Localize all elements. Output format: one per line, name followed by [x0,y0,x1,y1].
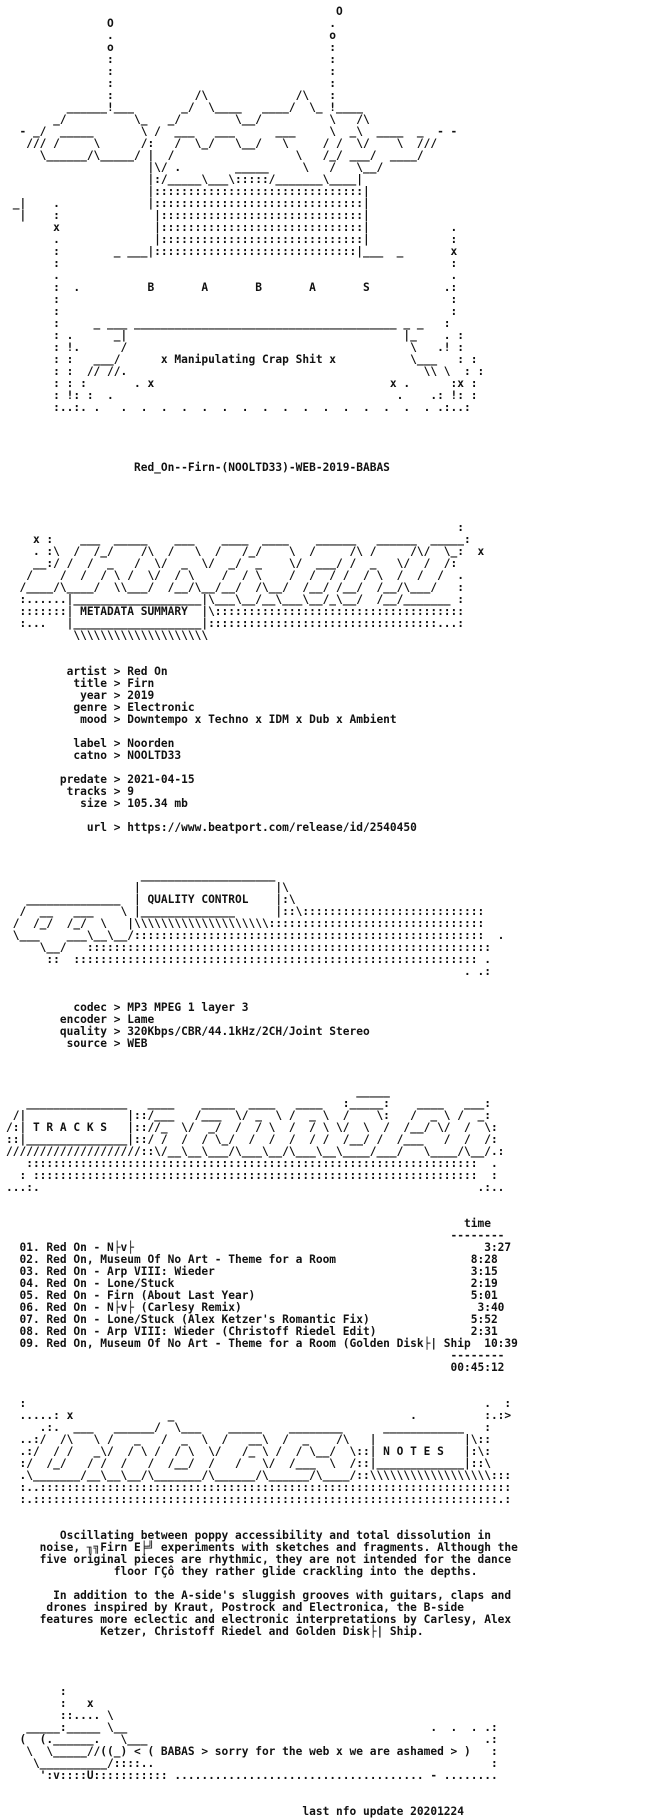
nfo-line: quality > 320Kbps/CBR/44.1kHz/2CH/Joint Stereo [6,1025,370,1038]
nfo-line: Oscillating between poppy accessibility and total dissolution in [6,1529,491,1542]
nfo-line: : : : . x x . :x : [6,377,478,390]
nfo-line: year > 2019 [6,689,155,702]
nfo-line: /// / \ /: / \_/ \__/ \ / / \/ \ /// [6,137,438,150]
nfo-line: : !: : . . .: !: : [6,389,478,402]
nfo-line: _/ \_ _/ \__/ \ /\ [6,113,370,126]
nfo-line: : : [6,257,458,270]
nfo-line: |:/_____\___\:::::/_______\____| [6,173,363,186]
nfo-line: Ketzer, Christoff Riedel and Golden Disk├| Ship. [6,1625,424,1638]
nfo-line: | |\ [6,881,289,894]
nfo-line: :.:::::::::::::::::::::::::::::::::::::::::::::::::::::::::::::::::::::.: [6,1493,512,1506]
nfo-line: artist > Red On [6,665,168,678]
nfo-line [6,486,518,498]
nfo-line: noise, ╖╗Firn E╞╝ experiments with sketches and fragments. Although the [6,1541,518,1554]
nfo-line: : !. / \ .! : [6,341,465,354]
nfo-line: : [6,521,465,534]
nfo-line: : : ___/ x Manipulating Crap Shit x \___ : : [6,353,478,366]
nfo-line: codec > MP3 MPEG 1 layer 3 [6,1001,249,1014]
nfo-line: - _/ _____ \ / ___ ___ ___ \ _\ ____ _ - - [6,125,458,138]
nfo-line: . |::::::::::::::::::::::::::::::| : [6,233,458,246]
nfo-line: :: :::::::::::::::::::::::::::::::::::::::::::::::::::::::::::: . [6,953,491,966]
nfo-line: url > https://www.beatport.com/release/id/2540450 [6,821,417,834]
nfo-line [6,1194,518,1206]
nfo-line: ( (.______. \___ .: [6,1733,498,1746]
nfo-line: last nfo update 20201224 [6,1805,465,1818]
nfo-line [6,414,518,426]
nfo-line: ...:. .:.. [6,1181,505,1194]
nfo-line: . .: [6,965,491,978]
nfo-line: :::::::| METADATA SUMMARY |\::::::::::::::::::::::::::::::::::::: [6,605,465,618]
nfo-line: 02. Red On, Museum Of No Art - Theme for a Room 8:28 [6,1253,498,1266]
nfo-line: .:. ___ ______/ \___ _____ ________ ____________ : [6,1421,491,1434]
nfo-line: 00:45:12 [6,1361,505,1374]
nfo-line: \__/ :::::::::::::::::::::::::::::::::::::::::::::::::::::::::::: [6,941,491,954]
nfo-line: \\\\\\\\\\\\\\\\\\\\ [6,629,209,642]
nfo-line: encoder > Lame [6,1013,155,1026]
nfo-line: 05. Red On - Firn (About Last Year) 5:01 [6,1289,498,1302]
nfo-line: : _ ___|::::::::::::::::::::::::::::::|___ _ x [6,245,458,258]
nfo-line [6,642,518,654]
nfo-line [6,1674,518,1686]
nfo-line: time [6,1217,491,1230]
nfo-line: 08. Red On - Arp VIII: Wieder (Christoff Riedel Edit) 2:31 [6,1325,498,1338]
nfo-line: x : ___ _____ ___ ____ ____ ______ ______ _____: [6,533,471,546]
nfo-line [6,474,518,486]
nfo-line [6,1650,518,1662]
nfo-line: /____/\____/ \\___/ /__/\__/__/ /\__/ /__/ /__/ /__/\___/ : [6,581,465,594]
nfo-line [6,1638,518,1650]
nfo-line: ::::::::::::::::::::::::::::::::::::::::::::::::::::::::::::::::::: . [6,1157,498,1170]
nfo-line: O . [6,17,337,30]
nfo-line: / __ ___ \ |______________ |::\::::::::::::::::::::::::::: [6,905,485,918]
nfo-line: : : [6,293,458,306]
nfo-line: : . B A B A S .: [6,281,458,294]
nfo-line: : /\ /\ : [6,89,337,102]
nfo-line: ______________ | QUALITY CONTROL |:\ [6,893,296,906]
nfo-line: : _ ___ _______________________________________ _ _ : [6,317,451,330]
nfo-line: source > WEB [6,1037,148,1050]
nfo-line [6,834,518,846]
nfo-line: |:::::::::::::::::::::::::::::::| [6,185,370,198]
nfo-line: _| . |:::::::::::::::::::::::::::::::| [6,197,370,210]
nfo-line: label > Noorden [6,737,175,750]
nfo-line: : : // //. \\ \ : : [6,365,485,378]
nfo-line: genre > Electronic [6,701,195,714]
nfo-line: :..:::::::::::::::::::::::::::::::::::::::::::::::::::::::::::::::::::::: [6,1481,512,1494]
nfo-line: catno > NOOLTD33 [6,749,182,762]
nfo-line: size > 105.34 mb [6,797,188,810]
nfo-line: :..:. . . . . . . . . . . . . . . . . . .:..: [6,401,471,414]
nfo-document [6,6,518,1818]
nfo-line: 03. Red On - Arp VIII: Wieder 3:15 [6,1265,498,1278]
nfo-line: 06. Red On - N├v├ (Carlesy Remix) 3:40 [6,1301,505,1314]
nfo-line [6,1782,518,1794]
nfo-line: \ \_____//((_) < ( BABAS > sorry for the web x we are ashamed > ) : [6,1745,498,1758]
nfo-line: \______/\_____/ | / \ /_/ ___/ ____/ [6,149,424,162]
nfo-line: :... |___________________|::::::::::::::::::::::::::::::::::...: [6,617,465,630]
nfo-line: tracks > 9 [6,785,134,798]
nfo-line: |\/ . _____ \ / \__/ [6,161,384,174]
nfo-line: o : [6,41,337,54]
nfo-line: /:| T R A C K S |:://_ \/ _/ / / \ / / \ \/ \ / /__/ \/ / \: [6,1121,498,1134]
nfo-line: -------- [6,1229,505,1242]
nfo-line: : . : [6,1397,512,1410]
nfo-line: predate > 2021-04-15 [6,773,195,786]
nfo-line [6,498,518,510]
nfo-line: ::.... \ [6,1709,114,1722]
nfo-line: 01. Red On - N├v├ 3:27 [6,1241,512,1254]
nfo-line: . . [6,269,458,282]
nfo-line: __:/ / / _ / \/ _ \/ _/ _ \/ ___/ / _ \/ / /: [6,557,458,570]
nfo-line: features more eclectic and electronic interpretations by Carlesy, Alex [6,1613,512,1626]
nfo-line: In addition to the A-side's sluggish grooves with guitars, claps and [6,1589,512,1602]
nfo-line: .:/ / / _\/ / \ / / \ \/ /_ \ / / \__/ \::| N O T E S |:\: [6,1445,491,1458]
nfo-line: drones inspired by Kraut, Postrock and Electronica, the B-side [6,1601,465,1614]
nfo-line [6,1374,518,1386]
nfo-line [6,1506,518,1518]
nfo-line: /| |::/___ /___ \/ _ \ / _ \ / \: / _ \ / _: [6,1109,491,1122]
nfo-line: title > Firn [6,677,155,690]
nfo-line: 04. Red On - Lone/Stuck 2:19 [6,1277,498,1290]
nfo-line: / /_/ /_/ \ |\\\\\\\\\\\\\\\\\\\\:::::::::::::::::::::::::::::::: [6,917,485,930]
nfo-line: :/ /_/ / / / / /__/ / / \/ /___ \ /::|_____________|::\ [6,1457,491,1470]
nfo-line: five original pieces are rhythmic, they are not intended for the dance [6,1553,512,1566]
nfo-line: ////////////////////::\/__\__\___/\___\__/\___\__\____/___/ \____/\__/.: [6,1145,505,1158]
nfo-line: : : [6,305,458,318]
nfo-line [6,426,518,438]
nfo-line: ':v::::U::::::::::: ..................................... - ........ [6,1769,498,1782]
nfo-line: _____ [6,1085,390,1098]
nfo-line: \___ ___\__\__/:::::::::::::::::::::::::::::::::::::::::::::::::::: . [6,929,505,942]
nfo-line: . o [6,29,337,42]
nfo-line: ____________________ [6,869,276,882]
nfo-line: _____:_____ \__ . . . .: [6,1721,498,1734]
nfo-line: 09. Red On, Museum Of No Art - Theme for a Room (Golden Disk├| Ship 10:39 [6,1337,518,1350]
nfo-line: ..:/ /\ \ / _ / _ \ / __\ / _ /\ | |\:: [6,1433,491,1446]
nfo-line: O [6,5,343,18]
nfo-line: 07. Red On - Lone/Stuck (Alex Ketzer's Romantic Fix) 5:52 [6,1313,498,1326]
nfo-line [6,846,518,858]
nfo-line: \__________/::::.. : [6,1757,498,1770]
nfo-line: floor ΓÇô they rather glide crackling into the depths. [6,1565,478,1578]
nfo-line: _______________ ____ _____ ____ ____ :_____: ____ ___: [6,1097,491,1110]
nfo-line: :......|___________________|\___\__/__\___\__/_\__/ /__/_______ : [6,593,465,606]
nfo-line: ::|_______________|::/ / / / \_/ / / / / / /__/ / /___ / / /: [6,1133,498,1146]
nfo-line [6,1050,518,1062]
nfo-line: : : [6,77,337,90]
nfo-line: . :\ / /_/ /\ / \ / /_/ \ / /\ / /\/ \_: x [6,545,485,558]
nfo-line: .....: x _ . :.:> [6,1409,512,1422]
nfo-line [6,1662,518,1674]
nfo-line [6,438,518,450]
nfo-line: .\_______/__\__\__/\_______/\______/\______/\____/::\\\\\\\\\\\\\\\\\\::: [6,1469,512,1482]
nfo-line: / / / / \ / \/ / \ / / \ / / / / / \ / / / . [6,569,465,582]
nfo-line: : [6,1685,67,1698]
nfo-line: : x [6,1697,94,1710]
nfo-line: : :::::::::::::::::::::::::::::::::::::::::::::::::::::::::::::::::: : [6,1169,498,1182]
nfo-line: : : [6,53,337,66]
nfo-line [6,1062,518,1074]
nfo-line: | : |::::::::::::::::::::::::::::::| [6,209,370,222]
nfo-line: : : [6,65,337,78]
nfo-line [6,978,518,990]
nfo-line: Red_On--Firn-(NOOLTD33)-WEB-2019-BABAS [6,461,390,474]
nfo-line: mood > Downtempo x Techno x IDM x Dub x Ambient [6,713,397,726]
nfo-line: : . _| |_ . : [6,329,465,342]
nfo-line: x |::::::::::::::::::::::::::::::| . [6,221,458,234]
nfo-line [6,1794,518,1806]
nfo-line: -------- [6,1349,505,1362]
nfo-line: ______!___ _/ \____ ____/ \_ !____ [6,101,363,114]
